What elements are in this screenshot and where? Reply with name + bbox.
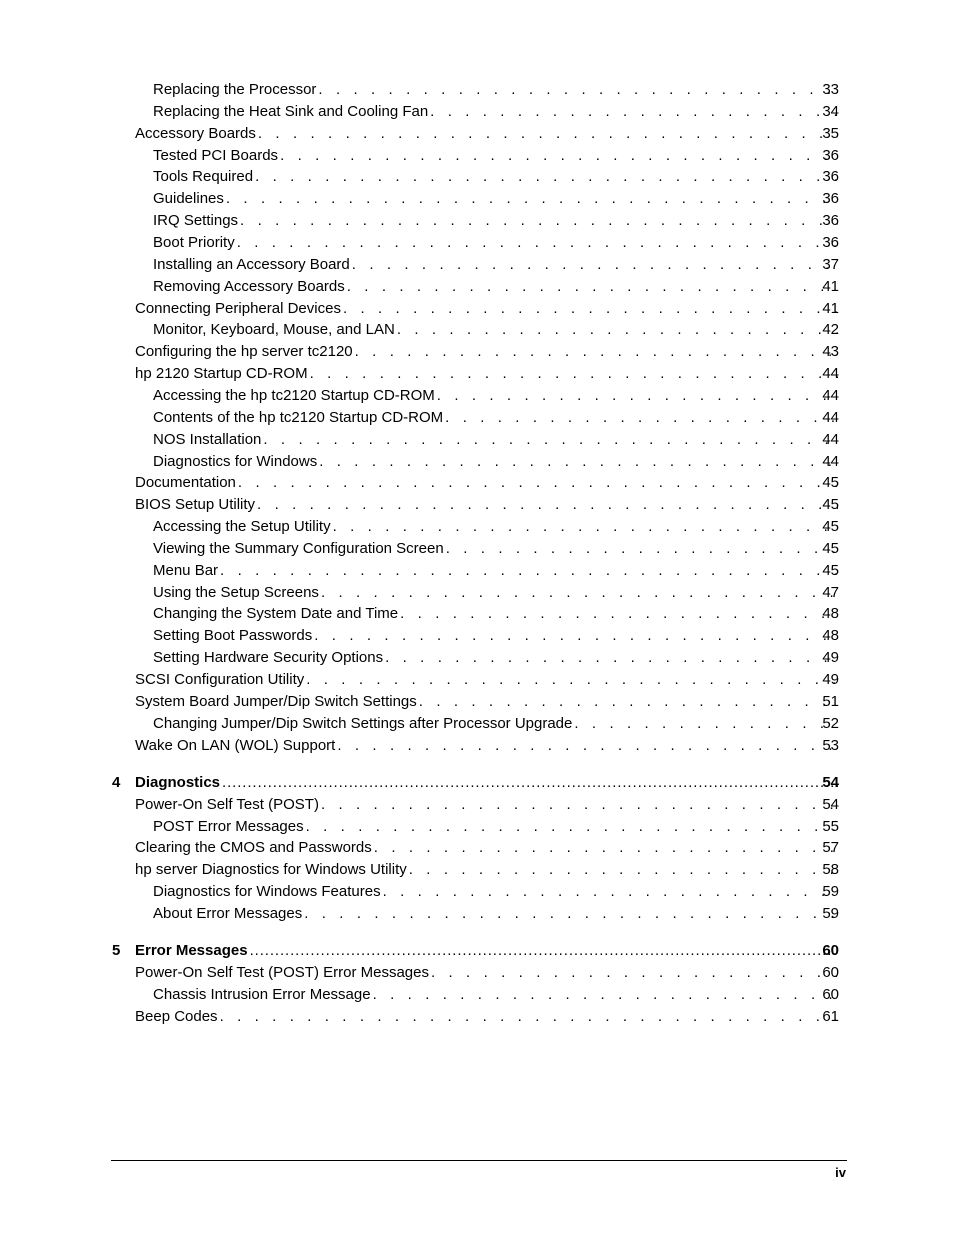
dot-leader xyxy=(263,429,838,451)
toc-entry-page: 45 xyxy=(822,561,839,579)
toc-entry-page: 52 xyxy=(822,714,839,732)
dot-leader xyxy=(383,881,838,903)
toc-entry-page: 54 xyxy=(822,773,839,791)
toc-entry-title: BIOS Setup Utility xyxy=(135,496,256,514)
toc-entry-title-line xyxy=(135,772,838,794)
dot-leader xyxy=(437,385,838,407)
toc-entry-title: Changing the System Date and Time xyxy=(153,605,399,623)
toc-entry-page: 36 xyxy=(822,233,839,251)
toc-entry-title-line xyxy=(135,472,838,494)
toc-entry-page: 49 xyxy=(822,671,839,688)
toc-entry-title-line xyxy=(135,940,838,962)
dot-leader xyxy=(314,625,838,647)
toc-entry-title: Accessing the hp tc2120 Startup CD-ROM xyxy=(153,386,435,404)
toc-entry-title-line xyxy=(153,647,838,669)
dot-leader xyxy=(343,298,838,320)
toc-entry[interactable] xyxy=(0,903,954,925)
toc-entry-page: 45 xyxy=(822,539,839,557)
toc-entry[interactable] xyxy=(0,962,954,984)
toc-entry-title: Diagnostics for Windows Features xyxy=(153,883,381,901)
dot-leader xyxy=(255,166,838,188)
toc-entry-title: Guidelines xyxy=(153,190,224,208)
toc-entry-title-line xyxy=(153,713,838,735)
dot-leader xyxy=(400,603,838,625)
toc-entry-title: Chassis Intrusion Error Message xyxy=(153,986,371,1003)
toc-entry-title-line xyxy=(153,582,838,604)
toc-entry-page: 42 xyxy=(822,321,839,339)
dot-leader xyxy=(306,816,838,838)
toc-entry[interactable] xyxy=(0,837,954,859)
toc-entry-title: Diagnostics for Windows xyxy=(153,452,318,470)
toc-entry[interactable] xyxy=(0,859,954,881)
toc-entry-page: 60 xyxy=(822,986,839,1003)
toc-entry-title-line xyxy=(153,232,838,254)
dot-leader xyxy=(574,713,838,735)
page-number: iv xyxy=(835,1165,846,1180)
toc-entry-page: 49 xyxy=(822,649,839,667)
toc-entry[interactable] xyxy=(0,166,954,188)
toc-entry-title: Power-On Self Test (POST) xyxy=(135,795,319,813)
toc-entry-title: Beep Codes xyxy=(135,1007,218,1025)
footer-rule xyxy=(111,1160,847,1161)
toc-entry-title: SCSI Configuration Utility xyxy=(135,671,305,688)
dot-leader xyxy=(431,962,838,984)
toc-entry-page: 47 xyxy=(822,583,839,601)
toc-entry-title: Wake On LAN (WOL) Support xyxy=(135,736,336,754)
toc-entry-page: 36 xyxy=(822,212,839,230)
toc-entry-title-line xyxy=(153,429,838,451)
toc-entry-page: 44 xyxy=(822,408,839,426)
dot-leader xyxy=(419,691,838,713)
toc-entry[interactable] xyxy=(0,79,954,101)
toc-entry[interactable] xyxy=(0,538,954,560)
toc-entry[interactable] xyxy=(0,363,954,385)
toc-entry-title-line xyxy=(153,385,838,407)
toc-entry-title-line xyxy=(153,603,838,625)
toc-entry-title-line xyxy=(135,837,838,859)
toc-entry[interactable] xyxy=(0,145,954,167)
dot-leader xyxy=(226,188,838,210)
toc-entry-title: Tools Required xyxy=(153,168,254,186)
toc-entry-title-line xyxy=(153,166,838,188)
toc-entry[interactable] xyxy=(0,691,954,713)
toc-entry-title: Accessing the Setup Utility xyxy=(153,518,331,535)
dot-leader xyxy=(238,472,838,494)
toc-entry-title: Tested PCI Boards xyxy=(153,146,279,164)
toc-entry[interactable] xyxy=(0,625,954,647)
dot-leader xyxy=(321,582,838,604)
toc-entry[interactable] xyxy=(0,232,954,254)
toc-entry-title: hp server Diagnostics for Windows Utility xyxy=(135,861,407,879)
dot-leader xyxy=(304,903,838,925)
toc-entry-title-line xyxy=(153,984,838,1006)
toc-entry[interactable] xyxy=(0,881,954,903)
toc-entry-title: Menu Bar xyxy=(153,561,219,579)
toc-entry-page: 48 xyxy=(822,627,839,645)
toc-entry[interactable] xyxy=(0,472,954,494)
toc-entry-title-line xyxy=(135,669,838,691)
toc-entry-page: 61 xyxy=(822,1007,839,1025)
toc-entry-page: 45 xyxy=(822,474,839,492)
toc-entry[interactable] xyxy=(0,385,954,407)
dot-leader xyxy=(220,1006,838,1028)
toc-entry-page: 36 xyxy=(822,168,839,186)
toc-entry-title-line xyxy=(135,962,838,984)
dot-leader xyxy=(352,254,838,276)
toc-entry-title-line xyxy=(153,538,838,560)
toc-entry[interactable] xyxy=(0,123,954,145)
toc-entry[interactable] xyxy=(0,516,954,538)
toc-entry-page: 43 xyxy=(822,343,839,361)
toc-entry[interactable] xyxy=(0,582,954,604)
toc-entry-title: NOS Installation xyxy=(153,430,262,448)
dot-leader xyxy=(237,232,838,254)
toc-entry-page: 44 xyxy=(822,386,839,404)
dot-leader xyxy=(337,735,838,757)
toc-entry-page: 35 xyxy=(822,124,839,142)
toc-entry-title: Setting Hardware Security Options xyxy=(153,649,384,667)
toc-entry-title-line xyxy=(153,816,838,838)
toc-entry-title: Contents of the hp tc2120 Startup CD-ROM xyxy=(153,408,444,426)
toc-entry[interactable] xyxy=(0,560,954,582)
chapter-number: 4 xyxy=(112,773,121,791)
toc-entry-title-line xyxy=(153,560,838,582)
toc-entry-title-line xyxy=(153,451,838,473)
toc-entry-page: 48 xyxy=(822,605,839,623)
toc-entry-page: 44 xyxy=(822,452,839,470)
toc-entry-page: 45 xyxy=(822,518,839,535)
dot-leader xyxy=(250,940,838,962)
toc-entry-title-line xyxy=(153,210,838,232)
toc-entry-page: 44 xyxy=(822,430,839,448)
toc-entry-title: Changing Jumper/Dip Switch Settings after Processor Upgrade xyxy=(153,714,573,732)
dot-leader xyxy=(445,407,838,429)
dot-leader xyxy=(321,794,838,816)
toc-entry-title-line xyxy=(153,407,838,429)
toc-entry[interactable] xyxy=(0,298,954,320)
dot-leader xyxy=(222,772,838,794)
toc-entry-title-line xyxy=(135,691,838,713)
toc-entry[interactable] xyxy=(0,319,954,341)
toc-entry-title-line xyxy=(135,363,838,385)
toc-entry-title: Connecting Peripheral Devices xyxy=(135,299,341,317)
toc-entry-title-line xyxy=(153,101,838,123)
toc-entry[interactable] xyxy=(0,429,954,451)
dot-leader xyxy=(397,319,838,341)
toc-entry-title: Replacing the Heat Sink and Cooling Fan xyxy=(153,102,429,120)
dot-leader xyxy=(355,341,838,363)
toc-entry-page: 60 xyxy=(822,942,839,960)
toc-entry[interactable] xyxy=(0,210,954,232)
toc-entry-title: Clearing the CMOS and Passwords xyxy=(135,839,372,857)
toc-entry-title: hp 2120 Startup CD-ROM xyxy=(135,365,308,383)
toc-entry-title-line xyxy=(135,735,838,757)
toc-entry[interactable] xyxy=(0,254,954,276)
toc-entry-page: 37 xyxy=(822,255,839,273)
toc-entry-title: Using the Setup Screens xyxy=(153,583,319,601)
toc-entry-title: Error Messages xyxy=(135,942,248,960)
dot-leader xyxy=(373,984,838,1006)
toc-entry-page: 60 xyxy=(822,964,839,982)
toc-entry-title: Power-On Self Test (POST) Error Messages xyxy=(135,964,429,982)
toc-entry-title-line xyxy=(135,298,838,320)
toc-entry-page: 59 xyxy=(822,905,839,922)
toc-entry-title-line xyxy=(153,188,838,210)
toc-entry-title: Setting Boot Passwords xyxy=(153,627,313,645)
toc-entry-page: 57 xyxy=(822,839,839,857)
toc-entry-title-line xyxy=(135,494,838,516)
toc-entry-title: Documentation xyxy=(135,474,236,492)
toc-entry[interactable] xyxy=(0,794,954,816)
toc-entry-page: 36 xyxy=(822,146,839,164)
toc-entry-title: Replacing the Processor xyxy=(153,81,317,98)
toc-entry-title-line xyxy=(135,123,838,145)
dot-leader xyxy=(347,276,838,298)
toc-entry-title-line xyxy=(153,881,838,903)
toc-entry-title: System Board Jumper/Dip Switch Settings xyxy=(135,692,417,710)
toc-entry-page: 55 xyxy=(822,817,839,835)
toc-entry-title-line xyxy=(153,254,838,276)
toc-entry[interactable] xyxy=(0,713,954,735)
toc-entry-page: 41 xyxy=(822,277,839,295)
toc-entry-page: 58 xyxy=(822,861,839,879)
toc-entry-page: 53 xyxy=(822,736,839,754)
toc-entry-page: 34 xyxy=(822,102,839,120)
toc-entry[interactable] xyxy=(0,984,954,1006)
dot-leader xyxy=(220,560,838,582)
toc-entry-page: 59 xyxy=(822,883,839,901)
toc-entry[interactable] xyxy=(0,407,954,429)
toc-entry-title-line xyxy=(153,625,838,647)
dot-leader xyxy=(306,669,838,691)
dot-leader xyxy=(280,145,838,167)
toc-entry[interactable] xyxy=(0,816,954,838)
toc-entry-title: Installing an Accessory Board xyxy=(153,255,350,273)
toc-entry-title-line xyxy=(135,341,838,363)
toc-entry-title: Boot Priority xyxy=(153,233,235,251)
toc-entry-title: POST Error Messages xyxy=(153,817,304,835)
toc-entry-title: Configuring the hp server tc2120 xyxy=(135,343,353,361)
dot-leader xyxy=(310,363,838,385)
dot-leader xyxy=(333,516,838,538)
toc-entry-title-line xyxy=(153,903,838,925)
toc-entry-title-line xyxy=(153,276,838,298)
dot-leader xyxy=(319,451,838,473)
toc-entry-title-line xyxy=(153,145,838,167)
toc-entry-page: 54 xyxy=(822,795,839,813)
toc-entry[interactable] xyxy=(0,1006,954,1028)
toc-entry-title: IRQ Settings xyxy=(153,212,239,230)
toc-entry-page: 45 xyxy=(822,496,839,514)
toc-entry-title: Accessory Boards xyxy=(135,124,256,142)
toc-entry-title: Diagnostics xyxy=(135,773,221,791)
dot-leader xyxy=(409,859,838,881)
toc-entry-title-line xyxy=(153,319,838,341)
toc-entry-title-line xyxy=(135,1006,838,1028)
toc-entry[interactable] xyxy=(0,669,954,691)
toc-entry[interactable] xyxy=(0,451,954,473)
toc-entry[interactable] xyxy=(0,341,954,363)
toc-entry-page: 41 xyxy=(822,299,839,317)
dot-leader xyxy=(318,79,838,101)
toc-chapter-entry[interactable] xyxy=(0,940,954,962)
dot-leader xyxy=(258,123,838,145)
toc-entry-title: About Error Messages xyxy=(153,905,303,922)
toc-entry-page: 51 xyxy=(822,692,839,710)
toc-entry-title-line xyxy=(135,794,838,816)
toc-entry[interactable] xyxy=(0,603,954,625)
toc-entry-title: Removing Accessory Boards xyxy=(153,277,345,295)
toc-entry-title-line xyxy=(153,79,838,101)
toc-entry-title-line xyxy=(153,516,838,538)
dot-leader xyxy=(257,494,838,516)
toc-entry[interactable] xyxy=(0,188,954,210)
dot-leader xyxy=(240,210,838,232)
toc-entry[interactable] xyxy=(0,647,954,669)
toc-entry-title: Monitor, Keyboard, Mouse, and LAN xyxy=(153,321,395,339)
dot-leader xyxy=(374,837,838,859)
toc-entry[interactable] xyxy=(0,276,954,298)
dot-leader xyxy=(446,538,838,560)
toc-entry[interactable] xyxy=(0,494,954,516)
toc-entry-page: 36 xyxy=(822,190,839,208)
toc-entry[interactable] xyxy=(0,735,954,757)
dot-leader xyxy=(385,647,838,669)
toc-entry-title-line xyxy=(135,859,838,881)
toc-entry-page: 44 xyxy=(822,365,839,383)
toc-entry[interactable] xyxy=(0,101,954,123)
toc-chapter-entry[interactable] xyxy=(0,772,954,794)
toc-entry-title: Viewing the Summary Configuration Screen xyxy=(153,539,444,557)
chapter-number: 5 xyxy=(112,942,121,960)
toc-entry-page: 33 xyxy=(822,81,839,98)
dot-leader xyxy=(430,101,838,123)
